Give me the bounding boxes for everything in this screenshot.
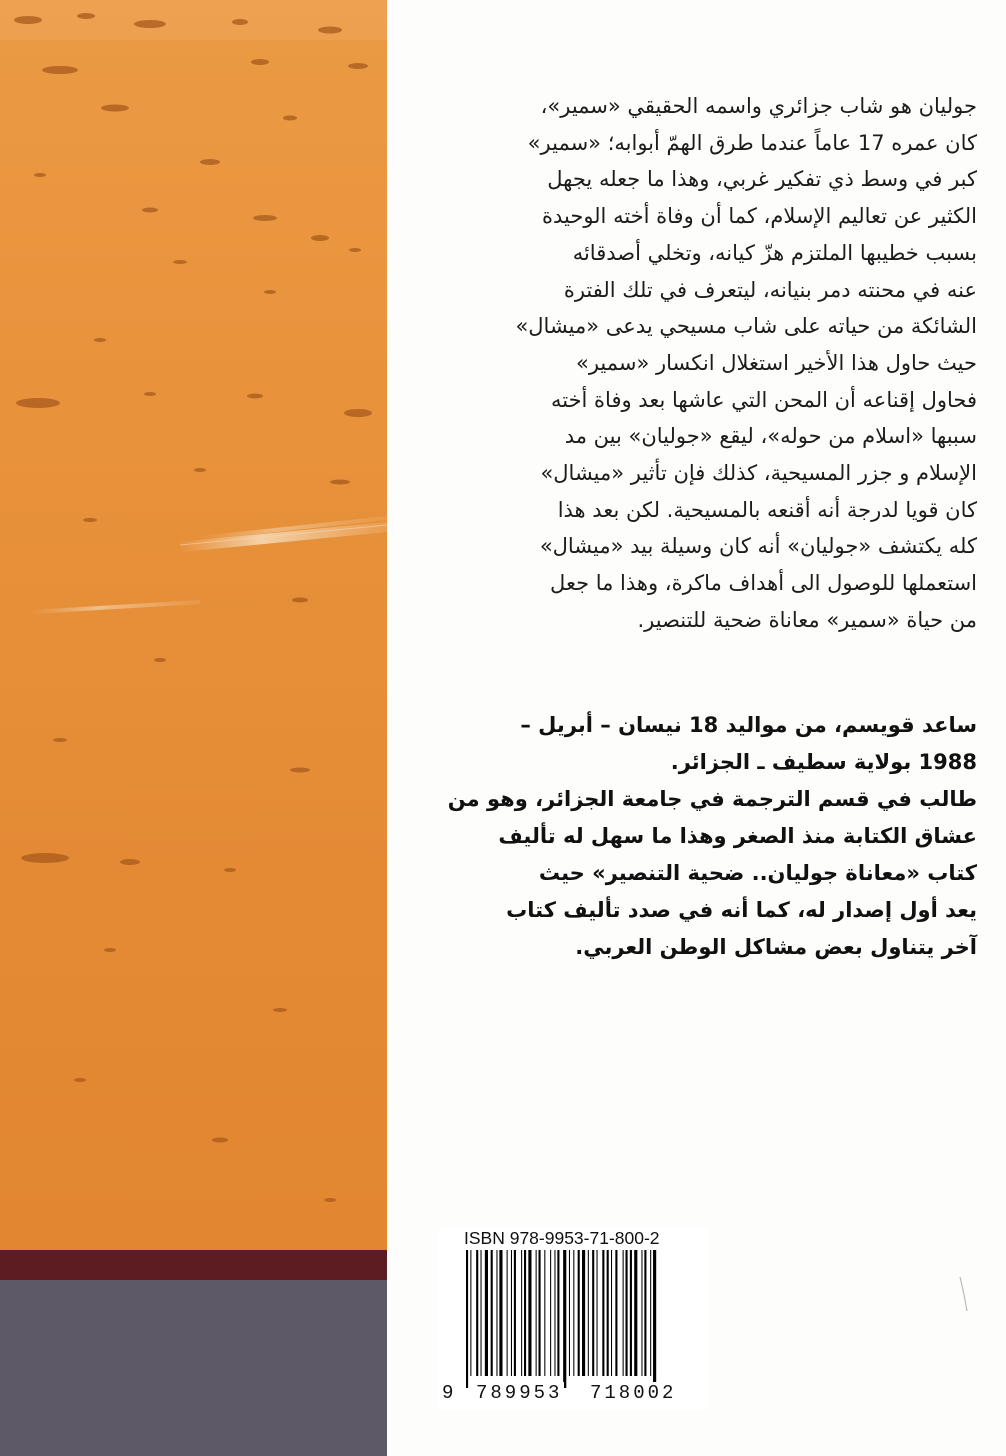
author-bio-line: آخر يتناول بعض مشاكل الوطن العربي. (575, 935, 977, 959)
synopsis-line: الكثير عن تعاليم الإسلام، كما أن وفاة أخته الوحيدة (541, 204, 977, 229)
synopsis-line: فحاول إقناعه أن المحن التي عاشها بعد وفاة أخته (550, 387, 977, 412)
barcode-bar (466, 1250, 468, 1388)
synopsis-line: بسبب خطيبها الملتزم هزّ كيانه، وتخلي أصدقائه (572, 240, 977, 265)
barcode-digits (438, 1382, 708, 1406)
barcode-bar (588, 1250, 589, 1376)
barcode-bar (470, 1250, 471, 1376)
barcode-bar (521, 1250, 522, 1376)
synopsis-line: سببها «اسلام من حوله»، ليقع «جوليان» بين مد (564, 424, 977, 449)
barcode-bar (623, 1250, 624, 1376)
barcode-bar (597, 1250, 598, 1376)
barcode-bar (653, 1250, 656, 1388)
barcode-bar (557, 1250, 559, 1376)
author-bio-line: عشاق الكتابة منذ الصغر وهذا ما سهل له تأليف (498, 824, 977, 848)
author-birth-place: 1988 بولاية سطيف ـ الجزائر. (670, 750, 977, 774)
barcode-digit-lead: 9 (442, 1382, 454, 1404)
synopsis-line: كله يكتشف «جوليان» أنه كان وسيلة بيد «ميشال» (539, 534, 977, 559)
barcode-bar (544, 1250, 545, 1376)
gray-footer-band (0, 1280, 387, 1456)
author-birth-date: ، من مواليد 18 نيسان – أبريل – (520, 713, 843, 737)
synopsis-line: استعملها للوصول الى أهداف ماكرة، وهذا ما جعل (550, 571, 977, 596)
barcode-bar (582, 1250, 585, 1376)
barcode-bar (485, 1250, 488, 1376)
barcode-bar (550, 1250, 551, 1376)
barcode-bar (644, 1250, 646, 1376)
orange-textured-band (0, 0, 387, 1250)
barcode-bar (536, 1250, 537, 1376)
synopsis-line: كان عمره 17 عاماً عندما طرق الهمّ أبوابه؛ «سمير» (527, 130, 977, 155)
barcode-bars (438, 1250, 708, 1390)
barcode-bar (496, 1250, 497, 1376)
author-bio (415, 707, 977, 966)
cover-scratch (958, 1275, 970, 1315)
barcode-bar (563, 1250, 566, 1388)
synopsis-line: جوليان هو شاب جزائري واسمه الحقيقي «سمير»، (540, 94, 977, 118)
barcode-bar (554, 1250, 555, 1376)
barcode-digits-left: 789953 (476, 1382, 563, 1404)
barcode-bar (511, 1250, 512, 1376)
author-bio-line: كتاب «معاناة جوليان.. ضحية التنصير» حيث (538, 861, 977, 885)
synopsis-line: كان قويا لدرجة أنه أقنعه بالمسيحية. لكن بعد هذا (557, 497, 977, 522)
synopsis-line: عنه في محنته دمر بنيانه، ليتعرف في تلك الفترة (563, 277, 977, 302)
barcode-bar (578, 1250, 580, 1376)
barcode-bar (528, 1250, 531, 1376)
barcode-bar (607, 1250, 609, 1376)
author-bio-line: يعد أول إصدار له، كما أنه في صدد تأليف كتاب (506, 898, 977, 922)
synopsis-line: من حياة «سمير» معاناة ضحية للتنصير. (637, 607, 977, 632)
author-bio-header (415, 707, 977, 744)
barcode-bar (499, 1250, 502, 1376)
author-bio-line: طالب في قسم الترجمة في جامعة الجزائر، وهو من (447, 787, 977, 811)
synopsis-line: كبر في وسط ذي تفكير غربي، وهذا ما جعله يجهل (547, 167, 977, 192)
barcode-bar (611, 1250, 612, 1376)
isbn-barcode (438, 1228, 708, 1410)
barcode-bar (634, 1250, 637, 1376)
barcode-bar (626, 1250, 628, 1376)
barcode-bar (630, 1250, 632, 1376)
rust-texture (0, 0, 387, 1250)
barcode-bar (507, 1250, 508, 1376)
author-name: ساعد قويسم (842, 713, 977, 737)
barcode-bar (592, 1250, 594, 1376)
barcode-bar (514, 1250, 516, 1376)
synopsis-line: الإسلام و جزر المسيحية، كذلك فإن تأثير «ميشال» (540, 461, 977, 486)
cover-art-panel (0, 0, 387, 1456)
barcode-bar (476, 1250, 478, 1376)
barcode-bar (602, 1250, 604, 1376)
barcode-bar (569, 1250, 570, 1376)
barcode-bar (641, 1250, 642, 1376)
barcode-bar (491, 1250, 493, 1376)
barcode-digits-right: 718002 (590, 1382, 677, 1404)
barcode-bar (615, 1250, 617, 1376)
synopsis-line: حيث حاول هذا الأخير استغلال انكسار «سمير» (575, 350, 977, 375)
synopsis-line: الشائكة من حياته على شاب مسيحي يدعى «ميشال» (515, 314, 977, 339)
barcode-bar (481, 1250, 482, 1376)
barcode-bar (650, 1250, 651, 1376)
barcode-bar (573, 1250, 574, 1376)
barcode-bar (539, 1250, 541, 1376)
barcode-bar (524, 1250, 526, 1376)
maroon-stripe (0, 1250, 387, 1280)
book-synopsis (415, 88, 977, 639)
isbn-label: ISBN 978-9953-71-800-2 (464, 1228, 660, 1248)
